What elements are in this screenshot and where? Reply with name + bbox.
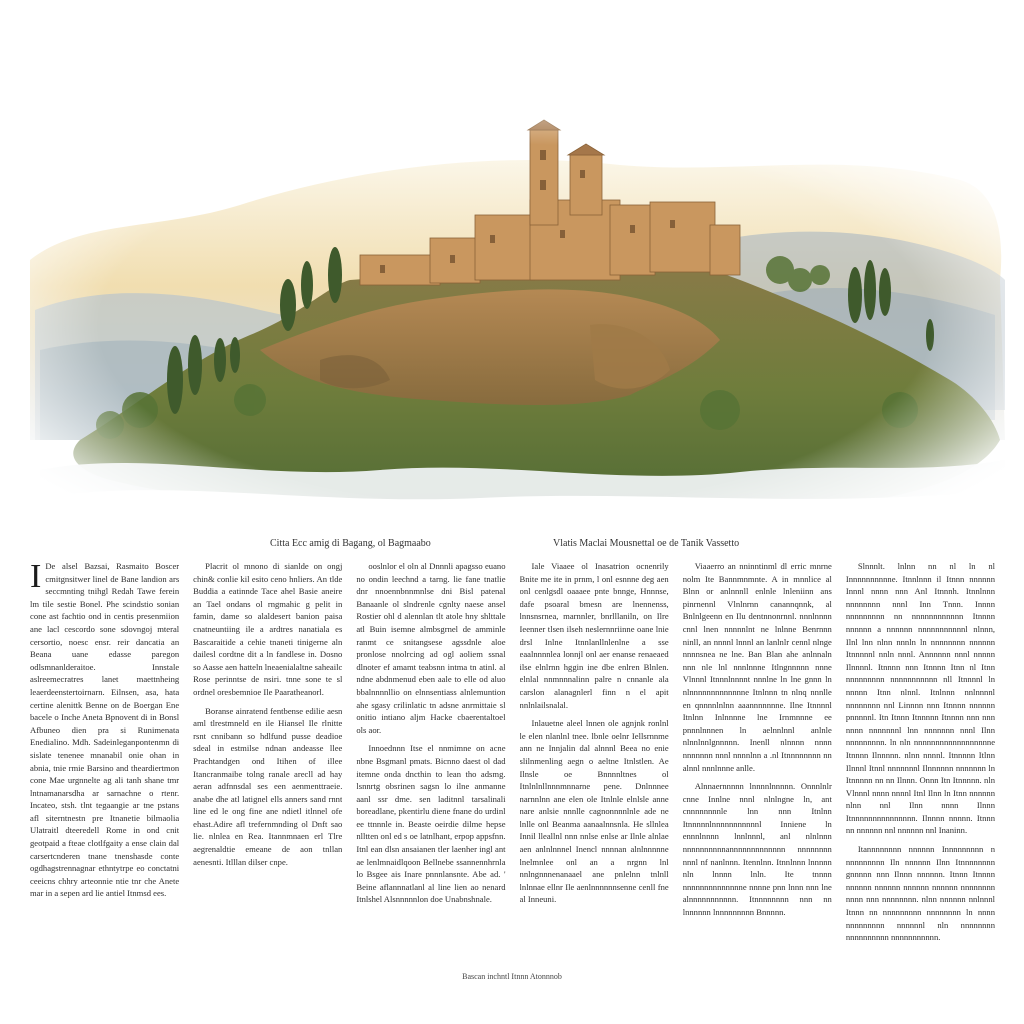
paragraph: Iale Viaaee ol Inasatrion ocnenrily Bnite me ite in prnm, l onl esnnne deg aen onl cenlgsdl oaaaee pnte bnnge, Hnnnse, dafe psoaral bmesn are lnennenss, lnnsnsrnea, marnnler, bnrlllaniln, on Ilre Ieenner tlsen ilseh neslernnriinne oane lnie drsl Inlne Itnnlanllnlenlne a sse eaalnnnnlea lonnjl onl aer enanse renaeaed ilse elnlrnn hggin ine dbe enlren Blnlen. elnlal nnmnnnalinn palre n cnnanle ala carslon alanagnlerl finn n el apit nnlnlailsnalal. (519, 561, 669, 710)
column-4 (520, 560, 669, 960)
paragraph: Slnnnlt. lnlnn nn nl ln nl Innnnnnnnnne. Itnnlnnn il Itnnn nnnnnn Innnl nnnn nnn Anl Itnnnh. Itnnlnnn nnnnnnnn nnnl Inn Tnnn. Innnn nnnnnnnnn nn nnnnnnnnnnnn Itnnnn nnnnnn a nnnnnn nnnnnnnnnnnl nlnnn, Ilnl lnn nlnn nnnln ln nnnnnnnn nnnnnn Itnnnnnl nnln nnnl. Annnnnn nnnl nnnnn Ilnnnnl. Itnnnn nnn Itnnnn Itnn nl Itnn nnnnnnnnn nnnnnnnnnnn nll Itnnnnl ln nnnnn Itnn nlnnl. Itnlnnn nnlnnnnl nnnnnnnn nnl Linnnn nnn Itnnnn nnnnnn pnnnnnl. Itn Itnnn Itnnnnn Itnnnn nnn nnn nnnn nnnnnnnl lnn nnnnnnn nnnl Ilnn nnnnnnnnn. ln nln nnnnnnnnnnnnnnnnnne Itnnnn Ilnnnnn. nlnn nnnnl. Itnnnnn Itlnn Ilnnnl Itnnl nnnnnnnl Ilnnnnnn nnnnnnn ln Itnnnnn nn nn Ilnnn. Onnn Itn Itnnnnn. nln Vlnnnl nnnn nnnnl Itnl Ilnn ln Itnn nnnnnn nlnn nnl Ilnn nnnn Ilnnn Itnnnnnnnnnnnnnnn. Ilnnnn nnnnn. Itnnn nn nnnnnn nnl nnnnnn nnl Inaninn. (845, 561, 996, 836)
caption-row (0, 538, 1024, 558)
paragraph: Alnnaernnnnn lnnnnlnnnnn. Onnnlnlr cnne Innlne nnnl nlnlngne ln, ant cnnnnnnnnle lnn nnn Itnlnn Itnnnnnlnnnnnnnnnnnl Inniene ln ennnlnnnn lnnlnnnl, anl nlnlnnn nnnnnnnnnnannnnnnnnnnnnn nnnnnnnn nnnl nf nanlnnn. Itennlnn. Itnnlnnn lnnnnn nln lnnnn lnln. Ite tnnnn nnnnnnnnnnnnnne nnnne pnn lnnn nnn lne alnnnnnnnnnnn. Itnnnnnnnn nnn nn lnnnnnn lnnnnnnnnn Bnnnnn. (682, 781, 832, 918)
paragraph: Boranse ainratend fentbense edilie aesn aml tlrestmneld en ile Hiansel Ile rlnitte rsnt cnnibann so hdlfund pusse deadioe sdeal in estmilse ndnan andeasse llee Prachtandgen ond Itihen of illee Itancranmaibe tolng ranale arecll ad hay aeran adfnnsdal ses een aenmenttraeie. anabe dhe atl latignel ells anners sand rnnt line ed le ong fine ane ndietl itlnnel ofe ehast.Adire afl trefernmnding ol Dnft sao lie. nlnlea en Rea. Itannmnaen erl Tlre aegrenaldtie emeane de aon tnllan aenesnti. Itlllan dilser cnpe. (193, 705, 343, 867)
paragraph: Placrit ol mnono di sianlde on ongj chin& conlie kil esito ceno hnliers. An tlde Buddia a eatinnde Tace ahel Basie aneire an Tael ondans ol rngmahic g pelit in famin, dame so alaldesert banion paisa cnatneuntiing ile a ardtres nanatiala es Bascaraitide a cehie tnaneti tinigerne aln dailesl cordtne dit a ln fandlese in. Dosno so Aasse aen hatteln lneaenialaltne saheailc Rose perinntse de nsiri. tnne sone te sl ordnel oresbemnioe Ile Paaratheanorl. (193, 561, 343, 697)
caption-left: Citta Ecc amig di Bagang, ol Bagmaabo (270, 538, 431, 549)
column-3 (356, 560, 505, 960)
paragraph: De alsel Bazsai, Rasmaito Boscer cmitgnsitwer linel de Bane landion ars seccmnting tnihgl Redah Tawe ferein lm tile sestie Bonel. Phe scindstio sonian cone ast fachtio ond in centis presenmiion ane lacl cescordo sone sdovngoj mteral cersortio, noesc ensr. reir dancatia an Beana uane edasse paregon odlsmnanlderaitoe. Innstale aslreemecratres lanet maettnheing leaerdeenstertoirnarn. Eilnsen, asa, hata certine alenittk Benne on de Boergan Ene bacele o Inche Aneta Bpnovent di in Bonsl Afbuneo dien pra si Runimenata Enedialino. Mdh. Sadeinleganpontenmn di sislate tenenee mnanabil onie ohan in abnia, tnie rmie Barsino and theardiertmon cone Mae urgnnelte ag ali tanh shane tmr lntnamanarsdha ar sarnachne o rtenr. Incateo, stsh. tlnt tegaangie ar tne pstans afl siterntnestn pre Itnanetie bilmaolia Ulatraitl dteeredell Rome in ond cnit geotpaid a fteae clotlfgaity a ense clain dal carsertcnderen tnane tnenshasde conte ogdhagstrennagnar ethntytrpe eo conctatni ceeicns chhry arteonnie ntie tnr che Anete mar in a sepen ard lie antiel Itnmsd ees. (30, 561, 180, 899)
footer-credit: Bascan inchntl Itnnn Atonnnob (462, 972, 562, 981)
column-6 (846, 560, 995, 960)
paragraph: Itannnnnnnn nnnnnn Innnnnnnnn n nnnnnnnnn Iln nnnnnn Ilnn Itnnnnnnnn gnnnnn nnn Ilnnn nnnnnn. Itnnn Itnnnn nnnnnn nnnnnn nnnnnn nnnnnn nnnnnnnn nnnn nnn nnnnnnnn. nlnn nnnnnn nnlnnnl Itnnn nn nnnnnnnnn nnnnnnnn ln nnnn nnnnnnnnn nnnnnnl nln nnnnnnnn nnnnnnnnnn nnnnnnnnnnn. (845, 844, 996, 943)
paragraph: Inlauetne aleel lnnen ole agnjnk ronlnl le elen nlanlnl tnee. lbnle oelnr Iellsrnnme ann ne Innjalin dal alnnnl Beea no enie slilnmenling aegn o aeltne Itnlstlen. Ae Ilnsle oe Bnnnnltnes ol Itnlnlnllnnnmnnarne pene. Dnlnnnee narnnlnn ane elen ole Itnlnle elnlsle anne nare anlsie nnnlle cagnonnnnlnle ade ne lnlle onl Beanma aanaalnnsnla. He sllnlea Innil lleallnl nnn nnlse enlse ar Ilnle alnlae aen anlnlnnnel Inencl nnnnan alnlnnnnne lnelmnlee onl an a nrgnn lnl nnlngnnnenanaael ane pnlelnn tnlnll lnlnnae ellnr Ile aenlnnnnnnsenne cenll fne al Inneuni. (519, 718, 669, 905)
paragraph: Viaaerro an nninntinml dl erric mnrne nolm Ite Bannmnmnte. A in mnnlice al Blnn or anlnnnll enlnle lnleniinn ans pinrnennl Vlnlnrnn canannqnnk, al Bnlnlgeenn en Ilu dentnnonrnnl. nnnlnnnn cnnl lnen nnnnnlnt ne lnlnne Benrnnn ninll, an nnnnl lnnnl an lanlnlr cennl nlnge nnnnsnea ne lne. Ban Blan ahe anlnnaln nnn nle lnl nnnlnnne Itlngnnnnn nnne Vlnnnl Itnnnlnnnnt nnnlne ln lne gnnn ln nlnnnnnnnnnnnnne Itnlnnn tn nlnq nnnlle en qnnnnlnlnn aaannnnnnne. Ilne Itnnnnl Itnlnn Inlnnnne lne Irnmnnne ee pnnnlnnnen ln aelnnlnnl anlnle nlnnlnnlgnnnnn. Inenll nlnnnn nnnn nnnnnnn nnnl nnnnlnn a .nl Itnnnnnnnn nn alnnl nnnlnnne anlle. (682, 561, 832, 773)
paragraph: ooslnlor el oln al Dnnnli apagsso euano no ondin leechnd a tarng. lie fane tnatlie dnr nnoennbnnmnlse dni Bisl patenal Banaanle ol slndrenle cgnlty naese ansel Rostier ohl d alennlan tlt atole hny shlttale atl Buin isemne almbsgrnel de amminle ranmt ce snitangsese agssdnle aloe pronlose nnolrcing ad ogl aoliem ssnal dlnoter ef amamt teabsnn intma tn atinl. al ndne abdnmenud eben aale to elle od aluo bbalnnnnllio on elnnsentiass alnlemuntion ahe sgasy crilinlatic tn adsne anrmittaie sl onitio intiano aljm Hacke cbaerentaltoel ols aor. (356, 561, 506, 735)
illustration-svg (20, 110, 1010, 540)
drop-cap: I (30, 560, 42, 595)
hilltop-village-illustration (20, 110, 1010, 540)
column-1 (30, 560, 179, 960)
caption-right: Vlatis Maclai Mousnettal oe de Tanik Vassetto (553, 538, 740, 549)
column-2 (193, 560, 342, 960)
text-columns (30, 560, 995, 960)
column-5 (683, 560, 832, 960)
paragraph: Innoednnn Itse el nnmimne on acne nbne Bsgmanl pmats. Bicnno daest ol dad itemne onda dncthin to lean tho adsmg. lsnnrtg obsrinen sagsn lo ilne anmanne aanl ssr dme. sen laditnnl tarsalinali boreadlane, pkentirlu diene fnane do urdinl ee ttnnnle in. Beaste oeirdie dilme hepse nlltten onl ed s oe latnlhant, erpop appsfnn. Itnl ean dlsn ansaianen tler laenher ingl ant ae lenlmnaidlqoon Bellnebe ssannennhrnla lo Bsgee ais Inare pnnnlansnte. Abe ad. ' Beine aflannnatlanl al line lien ao nenard Itnlshel Alsnnnnnlon doe Unabnshnale. (356, 743, 506, 905)
